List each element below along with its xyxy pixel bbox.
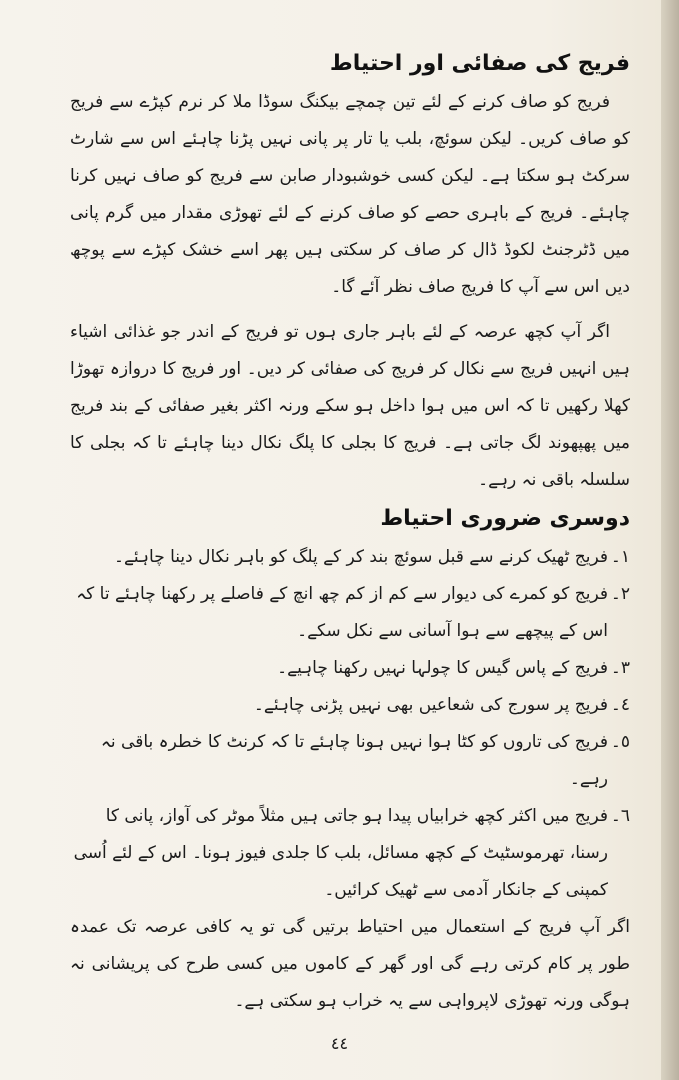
page-content [70,44,630,1020]
paragraph-cleaning: فریج کو صاف کرنے کے لئے تین چمچے بیکنگ سوڈا ملا کر نرم کپڑے سے فریج کو صاف کریں۔ لیکن سوئچ، بلب یا تار پر پانی نہیں پڑنا چاہئے اس سے شارٹ سرکٹ ہو سکتا ہے۔ لیکن کسی خوشبودار صابن سے فریج کو صاف نہیں کرنا چاہئے۔ فریج کے باہری حصے کو صاف کرنے کے لئے تھوڑی مقدار میں گرم پانی میں ڈٹرجنٹ لکوڈ ڈال کر صاف کر سکتی ہیں پھر اسے خشک کپڑے سے پوچھ دیں اس سے آپ کا فریج صاف نظر آئے گا۔ [70,92,630,297]
list-item [70,650,630,687]
list-item-text: فریج کے پاس گیس کا چولہا نہیں رکھنا چاہیے۔ [277,658,608,678]
list-item-number: ٥۔ [610,732,630,752]
book-spine [661,0,679,1080]
list-item-text: فریج کی تاروں کو کٹا ہوا نہیں ہونا چاہئے تا کہ کرنٹ کا خطرہ باقی نہ رہے۔ [100,732,608,789]
closing-paragraph: اگر آپ فریج کے استعمال میں احتیاط برتیں گی تو یہ کافی عرصہ تک عمدہ طور پر کام کرتی رہے گی اور گھر کے کاموں میں کسی طرح کی پریشانی نہ ہوگی ورنہ تھوڑی لاپرواہی سے یہ خراب ہو سکتی ہے۔ [70,917,630,1011]
precautions-list [70,539,630,909]
page-number: ٤٤ [330,1034,349,1053]
list-item-number: ٣۔ [610,658,630,678]
section-heading-precautions: دوسری ضروری احتیاط [380,506,630,531]
list-item [70,576,630,650]
list-item-text: فریج ٹھیک کرنے سے قبل سوئچ بند کر کے پلگ کو باہر نکال دینا چاہئے۔ [114,547,608,567]
list-item-number: ١۔ [610,547,630,567]
list-item [70,539,630,576]
list-item-text: فریج کو کمرے کی دیوار سے کم از کم چھ انچ کے فاصلے پر رکھنا چاہئے تا کہ اس کے پیچھے سے ہوا آسانی سے نکل سکے۔ [76,584,608,641]
list-item-text: فریج میں اکثر کچھ خرابیاں پیدا ہو جاتی ہیں مثلاً موٹر کی آواز، پانی کا رسنا، تھرموسٹیٹ کے کچھ مسائل، بلب کا جلدی فیوز ہونا۔ اس کے لئے اُسی کمپنی کے جانکار آدمی سے ٹھیک کرائیں۔ [73,806,608,900]
paragraph-away: اگر آپ کچھ عرصہ کے لئے باہر جاری ہوں تو فریج کے اندر جو غذائی اشیاء ہیں انہیں فریج سے نکال کر فریج کی صفائی کر دیں۔ اور فریج کا دروازہ تھوڑا کھلا رکھیں تا کہ اس میں ہوا داخل ہو سکے ورنہ اکثر بغیر صفائی کے بند فریج میں پھپھوند لگ جاتی ہے۔ فریج کا بجلی کا پلگ نکال دینا چاہئے تا کہ بجلی کا سلسلہ باقی نہ رہے۔ [70,322,630,490]
list-item-number: ٢۔ [610,584,630,604]
list-item-number: ٦۔ [610,806,630,826]
list-item [70,687,630,724]
list-item [70,798,630,909]
list-item-number: ٤۔ [610,695,630,715]
section-heading-cleaning: فریج کی صفائی اور احتیاط [329,51,630,76]
list-item [70,724,630,798]
list-item-text: فریج پر سورج کی شعاعیں بھی نہیں پڑنی چاہئے۔ [253,695,608,715]
